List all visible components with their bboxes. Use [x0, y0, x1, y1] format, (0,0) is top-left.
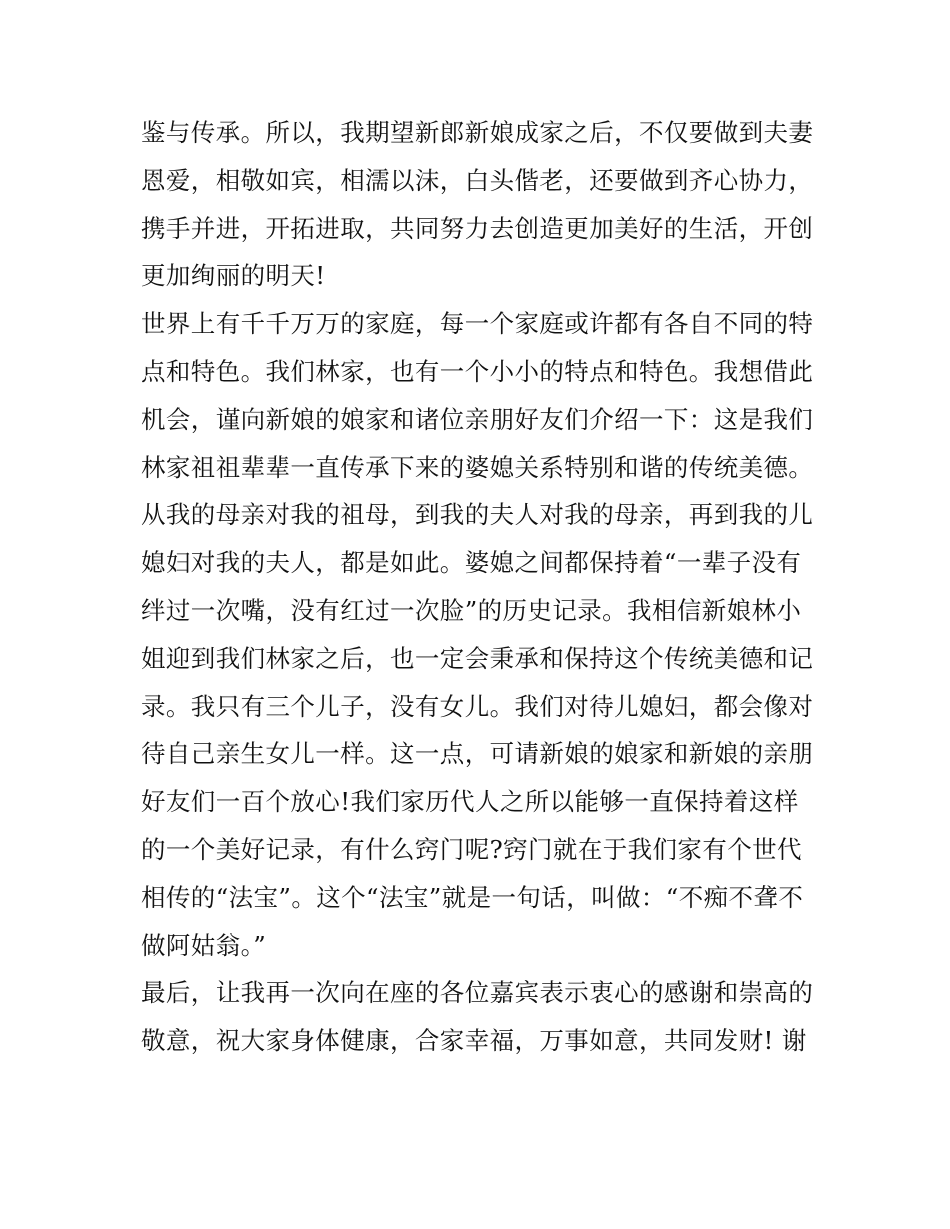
text-line: 做阿姑翁。” — [141, 930, 267, 960]
text-line: 鉴与传承。所以，我期望新郎新娘成家之后，不仅要做到夫妻 — [141, 118, 814, 147]
text-line: 敬意，祝大家身体健康，合家幸福，万事如意，共同发财! 谢 — [141, 1026, 807, 1056]
text-line: 的一个美好记录，有什么窍门呢?窍门就在于我们家有个世代 — [141, 834, 802, 864]
text-line: 林家祖祖辈辈一直传承下来的婆媳关系特别和谐的传统美德。 — [141, 452, 814, 482]
text-line: 相传的“法宝”。这个“法宝”就是一句话，叫做：“不痴不聋不 — [141, 882, 804, 912]
text-line: 机会，谨向新娘的娘家和诸位亲朋好友们介绍一下：这是我们 — [141, 404, 814, 434]
text-line: 姐迎到我们林家之后，也一定会秉承和保持这个传统美德和记 — [141, 643, 814, 673]
text-line: 世界上有千千万万的家庭，每一个家庭或许都有各自不同的特 — [141, 309, 814, 339]
text-line: 最后，让我再一次向在座的各位嘉宾表示衷心的感谢和崇高的 — [141, 978, 814, 1008]
text-line: 媳妇对我的夫人，都是如此。婆媳之间都保持着“一辈子没有 — [141, 548, 802, 578]
text-line: 恩爱，相敬如宾，相濡以沫，白头偕老，还要做到齐心协力， — [141, 165, 814, 195]
text-line: 录。我只有三个儿子，没有女儿。我们对待儿媳妇，都会像对 — [141, 691, 814, 721]
body-text — [141, 109, 821, 1065]
text-line: 待自己亲生女儿一样。这一点，可请新娘的娘家和新娘的亲朋 — [141, 739, 814, 769]
text-line: 绊过一次嘴，没有红过一次脸”的历史记录。我相信新娘林小 — [141, 595, 802, 625]
text-line: 点和特色。我们林家，也有一个小小的特点和特色。我想借此 — [141, 356, 814, 386]
text-line: 更加绚丽的明天! — [141, 261, 326, 291]
text-line: 好友们一百个放心!我们家历代人之所以能够一直保持着这样 — [141, 787, 799, 817]
text-line: 携手并进，开拓进取，共同努力去创造更加美好的生活，开创 — [141, 213, 814, 243]
text-line: 从我的母亲对我的祖母，到我的夫人对我的母亲，再到我的儿 — [141, 500, 814, 530]
